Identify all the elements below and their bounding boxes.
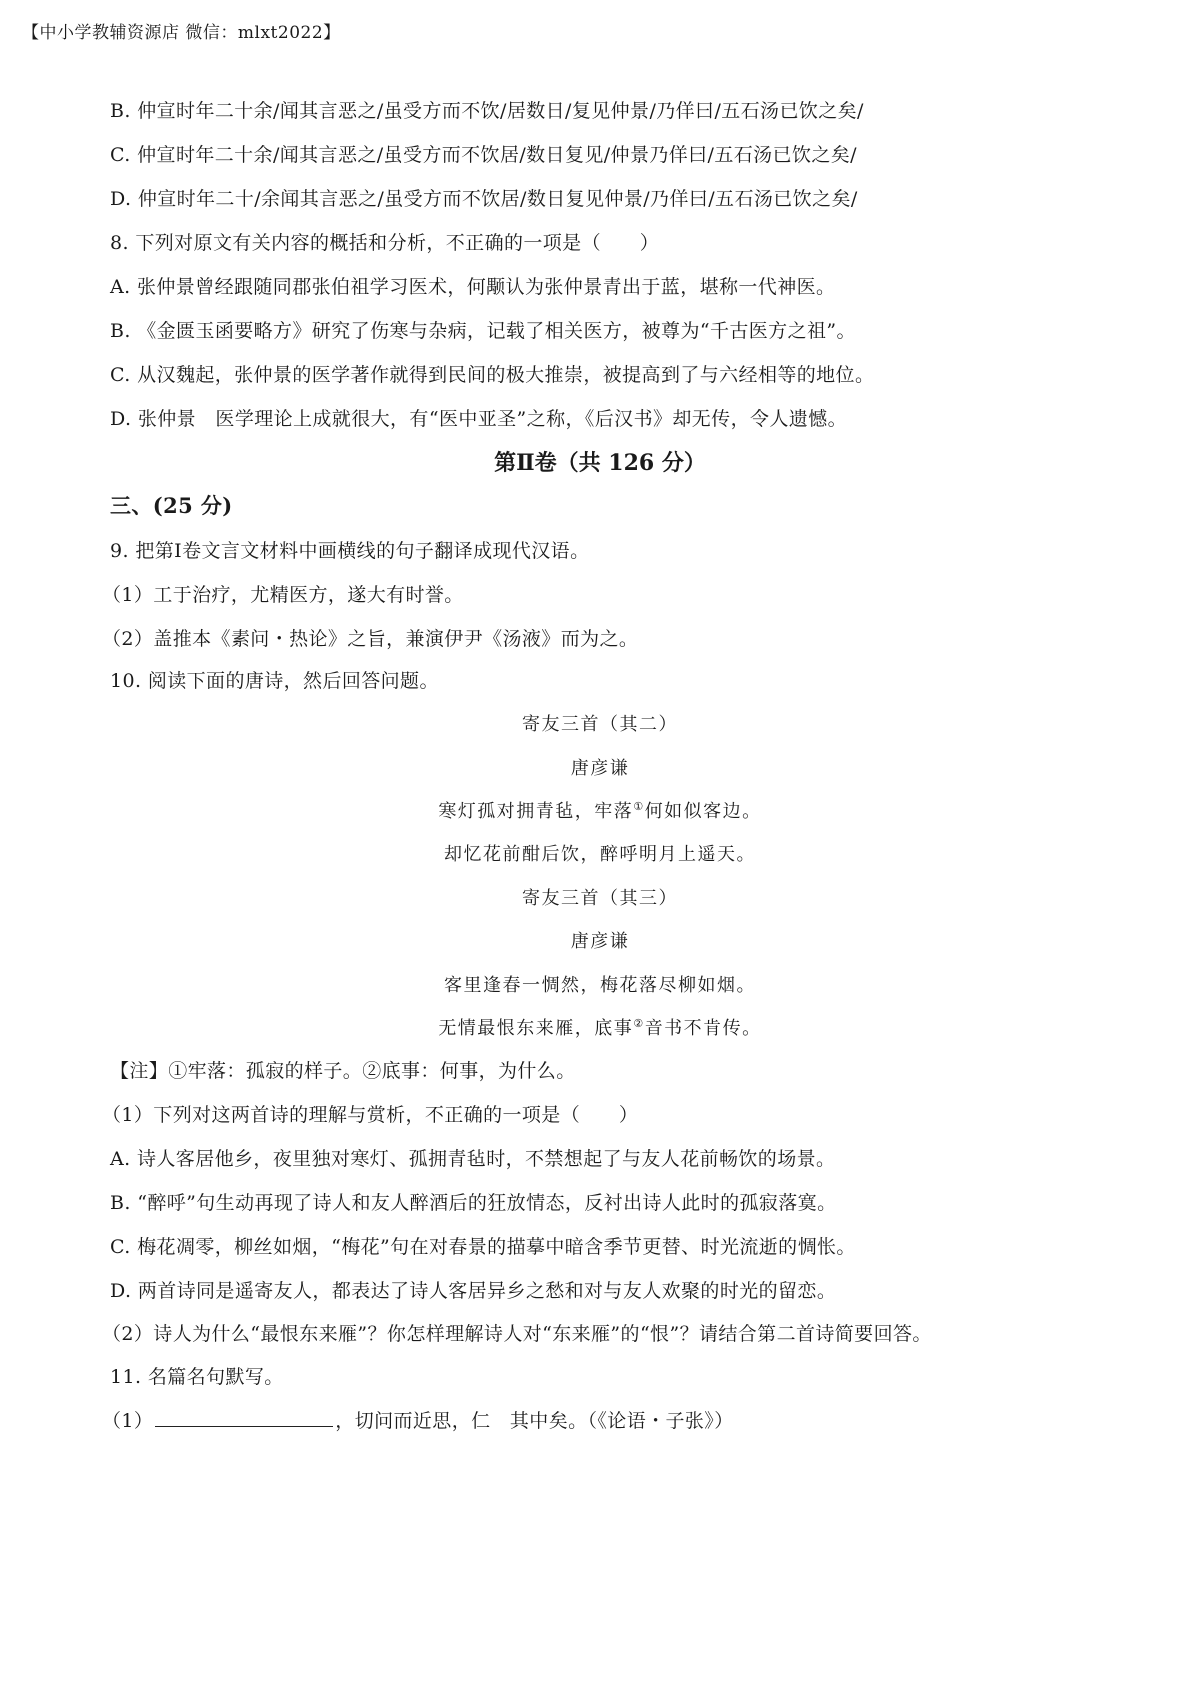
poem-3-line-1: 客里逢春一惆然，梅花落尽柳如烟。 [444, 975, 756, 996]
q8-stem: 8. 下列对原文有关内容的概括和分析，不正确的一项是（ ） [110, 232, 660, 254]
q7-option-d: D. 仲宣时年二十/余闻其言恶之/虽受方而不饮居/数日复见仲景/乃佯曰/五石汤已饮之矣/ [110, 188, 858, 210]
poem-3-line-2-b: 音书不肯传。 [644, 1018, 762, 1039]
poem-3-line-2 [0, 1014, 1200, 1040]
q11-item-1-prefix: （1） [102, 1410, 154, 1432]
poem-2-author: 唐彦谦 [570, 758, 630, 779]
q7-option-b: B. 仲宣时年二十余/闻其言恶之/虽受方而不饮/居数日/复见仲景/乃佯曰/五石汤已饮之矣/ [110, 100, 864, 122]
q10-sub1-stem: （1）下列对这两首诗的理解与赏析，不正确的一项是（ ） [102, 1104, 639, 1126]
q8-option-d: D. 张仲景 医学理论上成就很大，有“医中亚圣”之称，《后汉书》却无传，令人遗憾。 [110, 408, 847, 430]
poem-2-title: 寄友三首（其二） [522, 714, 678, 735]
poem-3-author: 唐彦谦 [570, 931, 630, 952]
section-3-title: 三、(25 分) [110, 493, 233, 518]
q9-sentence-1: （1）工于治疗，尤精医方，遂大有时誉。 [102, 584, 464, 606]
footnote-marker-1: ① [633, 800, 645, 813]
poem-2-line-1-b: 何如似客边。 [644, 801, 762, 822]
poem-3-title: 寄友三首（其三） [522, 888, 678, 909]
footnote-marker-2: ② [633, 1017, 645, 1030]
poem-2-line-1-a: 寒灯孤对拥青毡，牢落 [438, 801, 634, 822]
q10-stem: 10. 阅读下面的唐诗，然后回答问题。 [110, 670, 439, 692]
volume-title: 第Ⅱ卷（共 126 分） [494, 450, 706, 476]
q10-option-b: B. “醉呼”句生动再现了诗人和友人醉酒后的狂放情态，反衬出诗人此时的孤寂落寞。 [110, 1192, 837, 1214]
q10-option-c: C. 梅花凋零，柳丝如烟，“梅花”句在对春景的描摹中暗含季节更替、时光流逝的惆怅。 [110, 1236, 856, 1258]
poem-2-line-2: 却忆花前酣后饮，醉呼明月上遥天。 [444, 844, 756, 865]
q10-option-d: D. 两首诗同是遥寄友人，都表达了诗人客居异乡之愁和对与友人欢聚的时光的留恋。 [110, 1280, 837, 1302]
q8-option-a: A. 张仲景曾经跟随同郡张伯祖学习医术，何颙认为张仲景青出于蓝，堪称一代神医。 [110, 276, 836, 298]
header-note: 【中小学教辅资源店 微信：mlxt2022】 [22, 23, 341, 43]
answer-blank[interactable] [155, 1408, 333, 1427]
q8-option-c: C. 从汉魏起，张仲景的医学著作就得到民间的极大推崇，被提高到了与六经相等的地位。 [110, 364, 875, 386]
poem-3-line-2-a: 无情最恨东来雁，底事 [438, 1018, 634, 1039]
q11-stem: 11. 名篇名句默写。 [110, 1366, 284, 1388]
q9-stem: 9. 把第Ⅰ卷文言文材料中画横线的句子翻译成现代汉语。 [110, 540, 590, 562]
q11-item-1-suffix: ，切问而近思，仁 其中矣。（《论语・子张》） [335, 1410, 734, 1432]
q8-option-b: B. 《金匮玉函要略方》研究了伤寒与杂病，记载了相关医方，被尊为“千古医方之祖”。 [110, 320, 856, 342]
q7-option-c: C. 仲宣时年二十余/闻其言恶之/虽受方而不饮居/数日复见/仲景乃佯曰/五石汤已饮之矣/ [110, 144, 857, 166]
q10-sub2: （2）诗人为什么“最恨东来雁”？你怎样理解诗人对“东来雁”的“恨”？请结合第二首诗简要回答。 [102, 1323, 932, 1345]
poem-note: 【注】①牢落：孤寂的样子。②底事：何事，为什么。 [110, 1060, 576, 1082]
q11-item-1 [102, 1406, 734, 1433]
q9-sentence-2: （2）盖推本《素问・热论》之旨，兼演伊尹《汤液》而为之。 [102, 628, 639, 650]
q10-option-a: A. 诗人客居他乡，夜里独对寒灯、孤拥青毡时，不禁想起了与友人花前畅饮的场景。 [110, 1148, 836, 1170]
poem-2-line-1 [0, 797, 1200, 823]
